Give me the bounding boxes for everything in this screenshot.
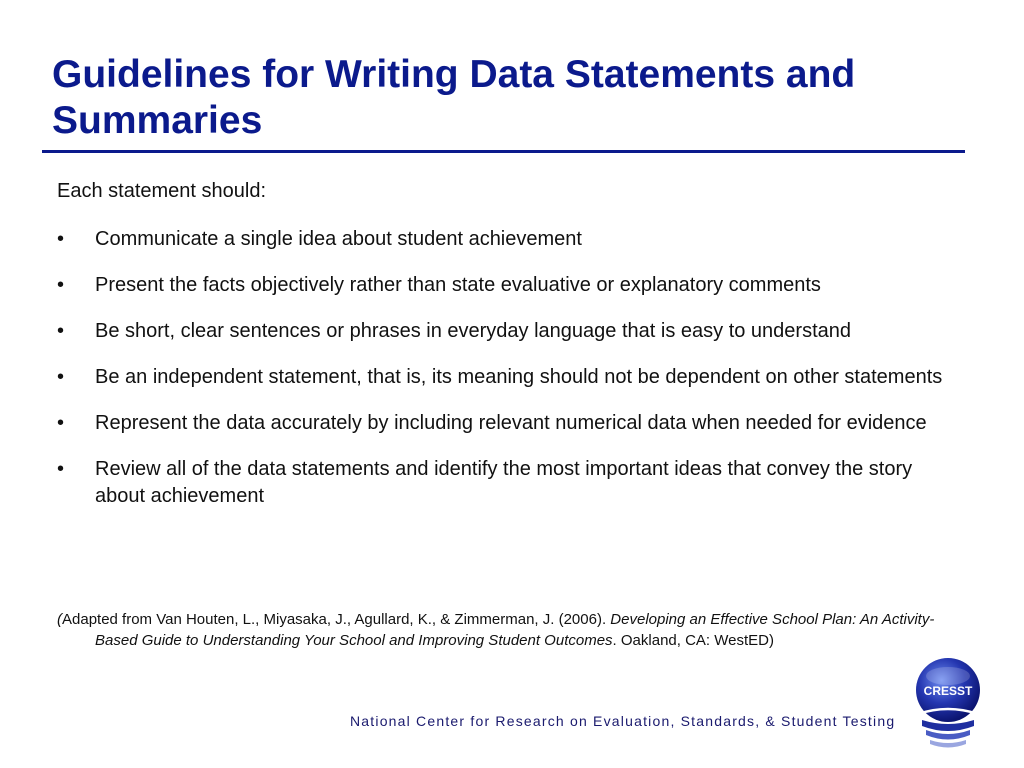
svg-text:CRESST: CRESST [923,684,973,698]
bullet-icon: • [57,366,65,388]
bullet-icon: • [57,228,65,250]
list-item [57,318,957,345]
citation-authors: Adapted from Van Houten, L., Miyasaka, J., Agullard, K., & Zimmerman, J. (2006). [62,611,611,628]
bullet-icon: • [57,458,65,480]
citation-publisher: . Oakland, CA: WestED) [612,632,774,649]
slide-title: Guidelines for Writing Data Statements and Summaries [52,53,856,142]
bullet-icon: • [57,412,65,434]
citation-open-paren: ( [57,611,62,628]
citation-book-title: Developing an Effective School Plan: An Activity-Based Guide to Understanding Your School and Improving Student Outcomes [95,611,935,649]
guideline-list [57,226,957,529]
list-item-text: Represent the data accurately by including relevant numerical data when needed for evidence [95,412,927,434]
list-item-text: Present the facts objectively rather than state evaluative or explanatory comments [95,274,821,296]
list-item-text: Review all of the data statements and identify the most important ideas that convey the story about achievement [95,458,913,507]
citation [57,609,975,651]
list-item [57,272,957,299]
list-item-text: Be an independent statement, that is, its meaning should not be dependent on other statements [95,366,943,388]
list-item-text: Communicate a single idea about student achievement [95,228,582,250]
list-item [57,456,957,510]
title-underline [42,150,965,153]
list-item [57,364,957,391]
list-item [57,410,957,437]
intro-text: Each statement should: [57,180,267,202]
list-item [57,226,957,253]
organization-name: National Center for Research on Evaluation, Standards, & Student Testing [350,713,896,729]
bullet-icon: • [57,274,65,296]
bullet-icon: • [57,320,65,342]
list-item-text: Be short, clear sentences or phrases in everyday language that is easy to understand [95,320,852,342]
cresst-logo-icon [908,656,988,756]
